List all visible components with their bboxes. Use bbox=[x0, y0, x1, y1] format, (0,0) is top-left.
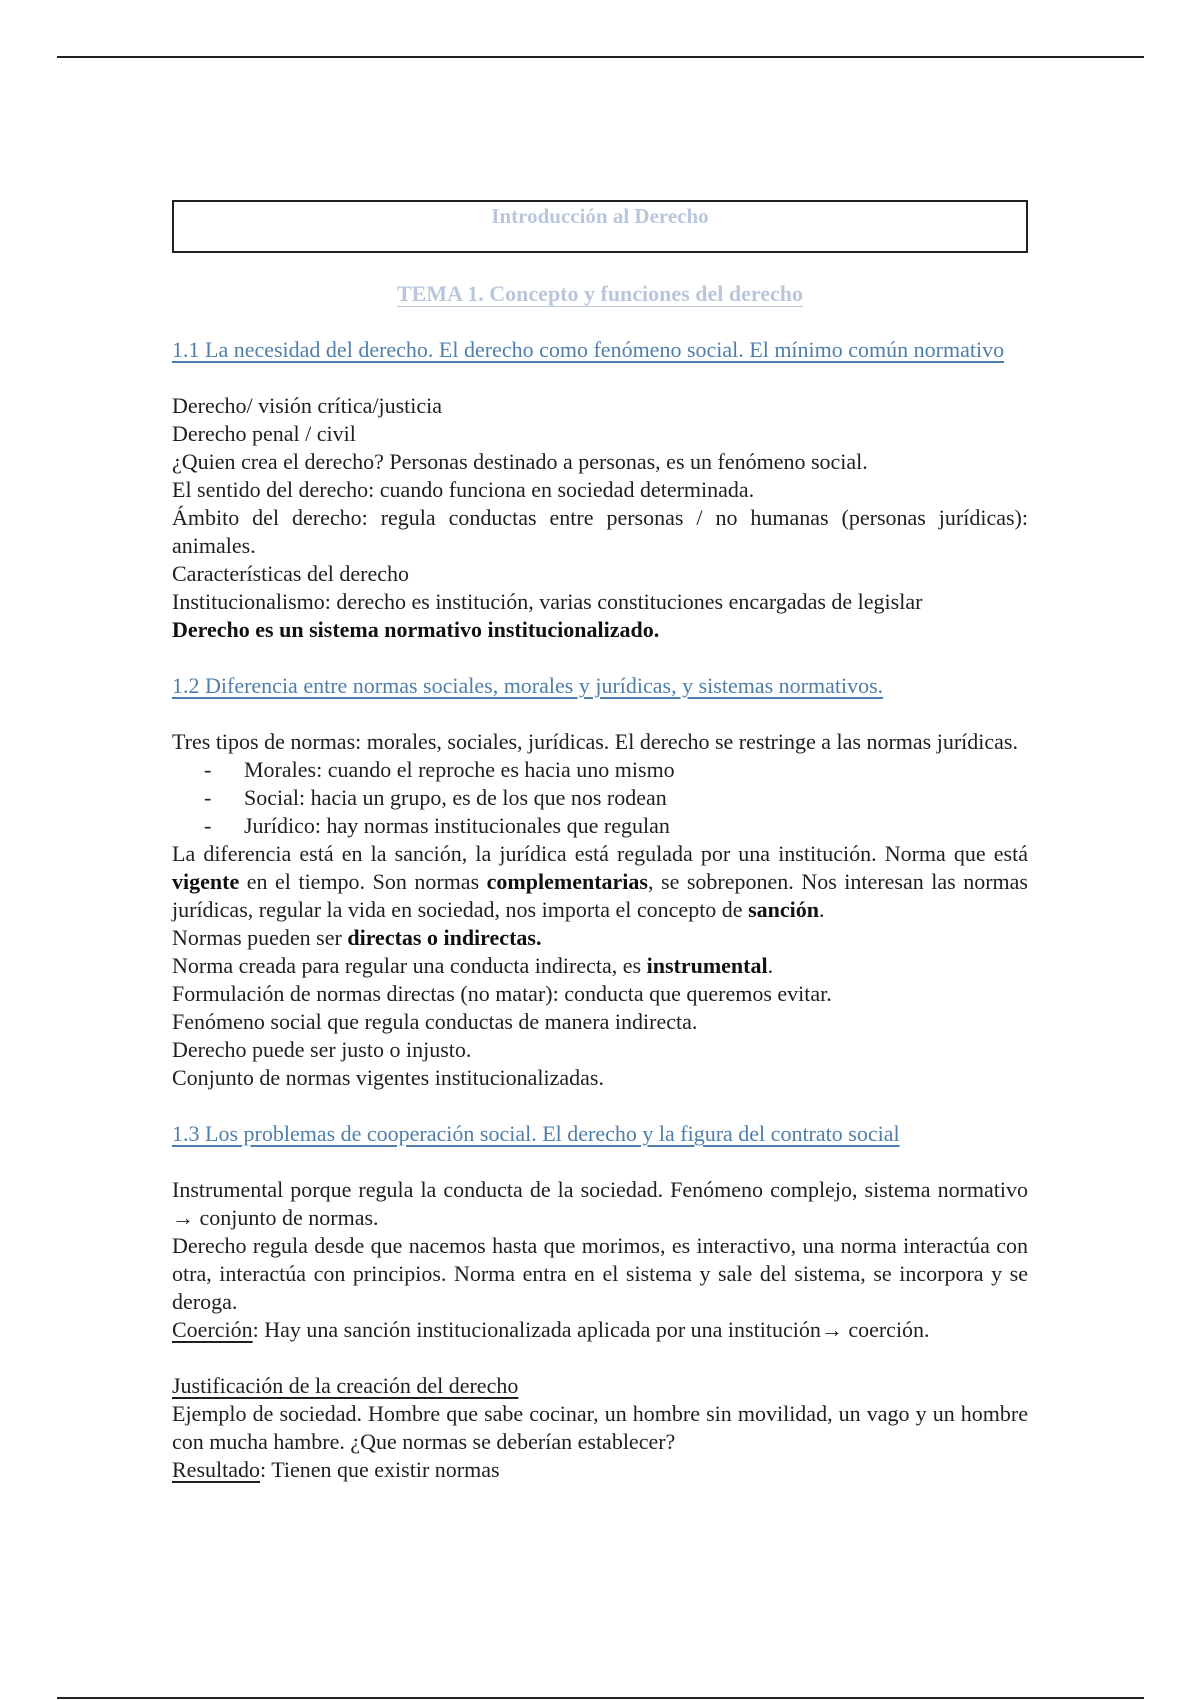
bold-definition: Derecho es un sistema normativo institucionalizado. bbox=[172, 617, 660, 642]
section-1-2-heading[interactable]: 1.2 Diferencia entre normas sociales, morales y jurídicas, y sistemas normativos. bbox=[172, 673, 884, 698]
coercion-line: Coerción: Hay una sanción institucionalizada aplicada por una institución→ coerción. bbox=[172, 1317, 930, 1342]
result-line: Resultado: Tienen que existir normas bbox=[172, 1457, 500, 1482]
text-line: Fenómeno social que regula conductas de manera indirecta. bbox=[172, 1009, 698, 1034]
tema-heading: TEMA 1. Concepto y funciones del derecho bbox=[397, 281, 803, 306]
section-1-3-body bbox=[172, 1176, 1028, 1484]
list-item: - Jurídico: hay normas institucionales que regulan bbox=[204, 812, 1028, 840]
section-1-1-body bbox=[172, 392, 1028, 644]
justification-heading: Justificación de la creación del derecho bbox=[172, 1373, 519, 1398]
section-1-3-heading[interactable]: 1.3 Los problemas de cooperación social. El derecho y la figura del contrato social bbox=[172, 1121, 900, 1146]
list-item: - Social: hacia un grupo, es de los que nos rodean bbox=[204, 784, 1028, 812]
text-line: Formulación de normas directas (no matar): conducta que queremos evitar. bbox=[172, 981, 832, 1006]
spacer bbox=[172, 1344, 1028, 1372]
text-line: Ámbito del derecho: regula conductas entre personas / no humanas (personas jurídicas): animales. bbox=[172, 505, 1028, 558]
text-line: Normas pueden ser directas o indirectas. bbox=[172, 925, 542, 950]
justification-paragraph: Ejemplo de sociedad. Hombre que sabe cocinar, un hombre sin movilidad, un vago y un hombre con mucha hambre. ¿Que normas se deberían establecer? bbox=[172, 1401, 1028, 1454]
document-title: Introducción al Derecho bbox=[491, 204, 709, 228]
text-line: Institucionalismo: derecho es institución, varias constituciones encargadas de legislar bbox=[172, 589, 923, 614]
section-1-1-heading[interactable]: 1.1 La necesidad del derecho. El derecho como fenómeno social. El mínimo común normativo bbox=[172, 337, 1005, 362]
instrumental-paragraph: Instrumental porque regula la conducta de la sociedad. Fenómeno complejo, sistema normativo → conjunto de normas. bbox=[172, 1177, 1028, 1230]
text-line: ¿Quien crea el derecho? Personas destinado a personas, es un fenómeno social. bbox=[172, 449, 868, 474]
section-1-2-body bbox=[172, 728, 1028, 1092]
text-line: Derecho penal / civil bbox=[172, 421, 356, 446]
intro-paragraph: Tres tipos de normas: morales, sociales, jurídicas. El derecho se restringe a las normas jurídicas. bbox=[172, 729, 1018, 754]
text-line: El sentido del derecho: cuando funciona en sociedad determinada. bbox=[172, 477, 755, 502]
interactive-paragraph: Derecho regula desde que nacemos hasta que morimos, es interactivo, una norma interactúa con otra, interactúa con principios. Norma entra en el sistema y sale del sistema, se incorpora y se deroga. bbox=[172, 1233, 1028, 1314]
text-line: Norma creada para regular una conducta indirecta, es instrumental. bbox=[172, 953, 774, 978]
text-line: Derecho/ visión crítica/justicia bbox=[172, 393, 443, 418]
document-body bbox=[172, 200, 1028, 1484]
text-line: Derecho puede ser justo o injusto. bbox=[172, 1037, 472, 1062]
text-line: Conjunto de normas vigentes institucionalizadas. bbox=[172, 1065, 604, 1090]
text-line: Características del derecho bbox=[172, 561, 409, 586]
list-item: - Morales: cuando el reproche es hacia uno mismo bbox=[204, 756, 1028, 784]
page-top-rule bbox=[57, 56, 1144, 58]
page-bottom-rule bbox=[57, 1697, 1144, 1699]
norm-types-list bbox=[172, 756, 1028, 840]
document-title-box bbox=[172, 200, 1028, 253]
difference-paragraph: La diferencia está en la sanción, la jurídica está regulada por una institución. Norma que está vigente en el tiempo. Son normas complementarias, se sobreponen. Nos interesan las normas jurídicas, regular la vida en sociedad, nos importa el concepto de sanción. bbox=[172, 841, 1028, 922]
